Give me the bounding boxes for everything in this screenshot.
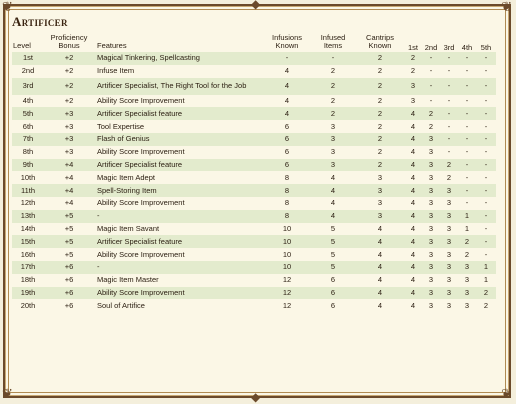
cell-slot-4th: 2 xyxy=(458,235,476,248)
cell-slot-3rd: 2 xyxy=(446,172,452,182)
header-slot-4th: 4th xyxy=(461,43,473,52)
cell-slot-5th: 2 xyxy=(483,300,489,310)
table-row xyxy=(12,133,496,146)
cell-infusions-known: 12 xyxy=(264,287,310,300)
table-row xyxy=(12,95,496,108)
cell-slot-2nd: 3 xyxy=(422,133,440,146)
cell-cantrips-known: 4 xyxy=(377,249,383,259)
cell-proficiency: +4 xyxy=(44,159,94,172)
cell-level: 19th xyxy=(12,287,44,300)
cell-slot-5th: 2 xyxy=(476,287,496,300)
cell-slot-3rd: 3 xyxy=(440,184,458,197)
table-row xyxy=(12,184,496,197)
cell-infusions-known: 8 xyxy=(264,184,310,197)
cell-slot-4th: 1 xyxy=(458,210,476,223)
cell-slot-4th: 3 xyxy=(458,261,476,274)
cell-level: 3rd xyxy=(12,78,44,95)
cell-infusions-known: 12 xyxy=(282,300,292,310)
cell-infused-items: - xyxy=(310,52,356,65)
corner-flourish-icon: ❦ xyxy=(501,0,512,15)
cell-slot-2nd: 3 xyxy=(428,172,434,182)
cell-proficiency: +2 xyxy=(44,78,94,95)
cell-features: Artificer Specialist feature xyxy=(94,107,264,120)
cell-level: 11th xyxy=(12,184,44,197)
cell-slot-1st: 4 xyxy=(410,121,416,131)
cell-slot-3rd: - xyxy=(447,121,451,131)
cell-slot-5th: - xyxy=(484,223,488,233)
header-slot-1st: 1st xyxy=(407,43,418,52)
cell-slot-4th: - xyxy=(458,184,476,197)
cell-infused-items: 3 xyxy=(310,133,356,146)
cell-level: 12th xyxy=(20,198,36,208)
cell-slot-5th: - xyxy=(484,249,488,259)
table-row xyxy=(12,287,496,300)
header-slot-2nd: 2nd xyxy=(424,43,438,52)
cell-slot-5th: - xyxy=(484,147,488,157)
cell-infused-items: 2 xyxy=(310,107,356,120)
cell-infusions-known: 4 xyxy=(284,95,290,105)
cell-slot-1st: 4 xyxy=(404,210,422,223)
header-level: Level xyxy=(13,41,31,50)
cell-features: Ability Score Improvement xyxy=(97,95,185,105)
header-slot-3rd: 3rd xyxy=(443,43,455,52)
cell-slot-3rd: - xyxy=(440,133,458,146)
cell-slot-2nd: 3 xyxy=(428,198,434,208)
cell-slot-3rd: 3 xyxy=(440,287,458,300)
cell-infusions-known: 10 xyxy=(264,261,310,274)
cell-slot-5th: - xyxy=(476,235,496,248)
cell-slot-2nd: 3 xyxy=(422,210,440,223)
header-features: Features xyxy=(97,41,127,50)
header-slot-5th: 5th xyxy=(480,43,492,52)
cell-slot-4th: - xyxy=(458,52,476,65)
cell-level: 5th xyxy=(12,107,44,120)
cell-slot-4th: - xyxy=(465,147,469,157)
cell-proficiency: +6 xyxy=(44,261,94,274)
cell-features: Spell-Storing Item xyxy=(94,184,264,197)
cell-cantrips-known: 4 xyxy=(356,235,404,248)
table-row xyxy=(12,146,496,159)
cell-features: Ability Score Improvement xyxy=(97,147,185,157)
cell-infusions-known: 4 xyxy=(264,107,310,120)
cell-level: 2nd xyxy=(21,66,35,76)
cell-cantrips-known: 2 xyxy=(356,52,404,65)
cell-proficiency: +6 xyxy=(44,287,94,300)
cell-slot-4th: - xyxy=(458,133,476,146)
corner-flourish-icon: ❦ xyxy=(2,0,13,15)
cell-slot-2nd: 3 xyxy=(428,249,434,259)
cell-infusions-known: 8 xyxy=(284,172,290,182)
header-infused-items: Infused Items xyxy=(320,33,346,50)
cell-slot-3rd: 3 xyxy=(446,275,452,285)
cell-slot-4th: 3 xyxy=(464,300,470,310)
cell-slot-3rd: 3 xyxy=(446,300,452,310)
cell-proficiency: +5 xyxy=(64,249,74,259)
cell-slot-3rd: 3 xyxy=(446,223,452,233)
corner-flourish-icon: ❦ xyxy=(2,387,13,402)
cell-proficiency: +3 xyxy=(64,121,74,131)
cell-slot-4th: - xyxy=(458,78,476,95)
cell-infusions-known: 6 xyxy=(284,147,290,157)
cell-infused-items: 6 xyxy=(310,287,356,300)
cell-level: 6th xyxy=(22,121,34,131)
cell-level: 15th xyxy=(12,235,44,248)
cell-infused-items: 4 xyxy=(330,172,336,182)
cell-level: 10th xyxy=(20,172,36,182)
cell-slot-1st: 4 xyxy=(410,275,416,285)
cell-cantrips-known: 4 xyxy=(377,275,383,285)
cell-features: Ability Score Improvement xyxy=(94,287,264,300)
cell-slot-2nd: - xyxy=(429,95,433,105)
cell-proficiency: +6 xyxy=(64,275,74,285)
cell-slot-4th: - xyxy=(465,198,469,208)
cell-slot-3rd: - xyxy=(447,147,451,157)
cell-cantrips-known: 2 xyxy=(356,107,404,120)
cell-slot-1st: 2 xyxy=(404,52,422,65)
cell-slot-5th: - xyxy=(484,95,488,105)
cell-features: Ability Score Improvement xyxy=(97,249,185,259)
cell-slot-1st: 3 xyxy=(410,95,416,105)
cell-features: Magic Item Savant xyxy=(97,223,160,233)
cell-infusions-known: 10 xyxy=(282,249,292,259)
table-row xyxy=(12,248,496,261)
cell-cantrips-known: 4 xyxy=(356,287,404,300)
table-row xyxy=(12,274,496,287)
cell-infused-items: 2 xyxy=(330,66,336,76)
cell-infused-items: 5 xyxy=(330,223,336,233)
cell-cantrips-known: 2 xyxy=(356,133,404,146)
cell-slot-1st: 4 xyxy=(404,184,422,197)
table-row xyxy=(12,107,496,120)
cell-slot-2nd: 3 xyxy=(428,147,434,157)
cell-proficiency: +3 xyxy=(44,107,94,120)
cell-infused-items: 5 xyxy=(310,235,356,248)
cell-infused-items: 5 xyxy=(330,249,336,259)
cell-cantrips-known: 3 xyxy=(356,184,404,197)
cell-cantrips-known: 2 xyxy=(356,159,404,172)
cell-proficiency: +2 xyxy=(64,95,74,105)
cell-infused-items: 2 xyxy=(310,78,356,95)
edge-ornament-icon: ◆ xyxy=(251,0,261,11)
header-infusions-known: Infusions Known xyxy=(271,33,303,50)
cell-infused-items: 3 xyxy=(310,159,356,172)
cell-slot-4th: 1 xyxy=(464,223,470,233)
cell-slot-1st: 4 xyxy=(404,261,422,274)
cell-slot-5th: 1 xyxy=(476,261,496,274)
cell-infused-items: 2 xyxy=(330,95,336,105)
cell-infusions-known: - xyxy=(264,52,310,65)
cell-features: Tool Expertise xyxy=(97,121,145,131)
cell-slot-4th: - xyxy=(465,66,469,76)
table-row xyxy=(12,235,496,248)
cell-slot-1st: 4 xyxy=(404,133,422,146)
cell-features: Magical Tinkering, Spellcasting xyxy=(94,52,264,65)
cell-slot-5th: - xyxy=(484,121,488,131)
cell-slot-2nd: 3 xyxy=(422,261,440,274)
cell-level: 7th xyxy=(12,133,44,146)
cell-features: Flash of Genius xyxy=(94,133,264,146)
edge-ornament-icon: ◆ xyxy=(251,390,261,404)
cell-cantrips-known: 2 xyxy=(377,95,383,105)
cell-proficiency: +5 xyxy=(64,223,74,233)
cell-infusions-known: 6 xyxy=(264,159,310,172)
cell-features: Artificer Specialist feature xyxy=(94,235,264,248)
cell-slot-3rd: 3 xyxy=(446,249,452,259)
cell-cantrips-known: 3 xyxy=(377,198,383,208)
cell-cantrips-known: 4 xyxy=(377,300,383,310)
table-row xyxy=(12,210,496,223)
cell-slot-3rd: 3 xyxy=(440,261,458,274)
cell-features: - xyxy=(94,210,264,223)
cell-level: 13th xyxy=(12,210,44,223)
cell-slot-5th: - xyxy=(484,66,488,76)
cell-features: Soul of Artifice xyxy=(97,300,145,310)
cell-infused-items: 4 xyxy=(310,184,356,197)
cell-level: 20th xyxy=(20,300,36,310)
cell-proficiency: +3 xyxy=(64,147,74,157)
table-header xyxy=(12,33,496,52)
cell-features: - xyxy=(94,261,264,274)
cell-infusions-known: 8 xyxy=(264,210,310,223)
cell-features: Infuse Item xyxy=(97,66,135,76)
cell-slot-3rd: 3 xyxy=(440,235,458,248)
cell-slot-1st: 4 xyxy=(410,147,416,157)
cell-slot-3rd: 2 xyxy=(440,159,458,172)
table-title: Artificer xyxy=(12,14,68,29)
cell-slot-2nd: 2 xyxy=(422,107,440,120)
table-row xyxy=(12,65,496,78)
cell-slot-5th: - xyxy=(484,172,488,182)
table-row xyxy=(12,78,496,95)
cell-infused-items: 4 xyxy=(310,210,356,223)
cell-slot-1st: 2 xyxy=(410,66,416,76)
cell-slot-4th: 2 xyxy=(464,249,470,259)
cell-slot-5th: - xyxy=(476,184,496,197)
cell-slot-1st: 4 xyxy=(410,172,416,182)
cell-slot-3rd: 3 xyxy=(440,210,458,223)
cell-slot-2nd: 3 xyxy=(428,223,434,233)
cell-level: 14th xyxy=(20,223,36,233)
cell-slot-1st: 3 xyxy=(404,78,422,95)
cell-level: 9th xyxy=(12,159,44,172)
cell-slot-2nd: - xyxy=(422,78,440,95)
table-row xyxy=(12,159,496,172)
cell-slot-1st: 4 xyxy=(404,159,422,172)
cell-slot-5th: - xyxy=(476,107,496,120)
table-body xyxy=(12,52,496,312)
cell-slot-4th: 3 xyxy=(458,287,476,300)
cell-features: Artificer Specialist feature xyxy=(94,159,264,172)
cell-slot-4th: - xyxy=(465,121,469,131)
cell-proficiency: +6 xyxy=(64,300,74,310)
cell-proficiency: +2 xyxy=(64,66,74,76)
cell-slot-2nd: - xyxy=(429,66,433,76)
cell-cantrips-known: 2 xyxy=(377,121,383,131)
table-row xyxy=(12,171,496,184)
cell-infusions-known: 10 xyxy=(282,223,292,233)
cell-level: 8th xyxy=(22,147,34,157)
cell-slot-1st: 4 xyxy=(410,223,416,233)
cell-cantrips-known: 4 xyxy=(377,223,383,233)
cell-proficiency: +3 xyxy=(44,133,94,146)
cell-proficiency: +5 xyxy=(44,210,94,223)
cell-slot-1st: 4 xyxy=(410,300,416,310)
cell-proficiency: +5 xyxy=(44,235,94,248)
cell-slot-4th: - xyxy=(465,95,469,105)
cell-slot-5th: 1 xyxy=(483,275,489,285)
cell-slot-2nd: - xyxy=(422,52,440,65)
cell-infused-items: 6 xyxy=(330,300,336,310)
cell-cantrips-known: 2 xyxy=(377,66,383,76)
cell-level: 16th xyxy=(20,249,36,259)
cell-slot-5th: - xyxy=(476,133,496,146)
cell-level: 17th xyxy=(12,261,44,274)
cell-proficiency: +4 xyxy=(44,184,94,197)
cell-cantrips-known: 2 xyxy=(356,78,404,95)
cell-infused-items: 6 xyxy=(330,275,336,285)
cell-features: Magic Item Adept xyxy=(97,172,155,182)
table-row xyxy=(12,223,496,236)
cell-slot-2nd: 3 xyxy=(422,184,440,197)
cell-features: Ability Score Improvement xyxy=(97,198,185,208)
cell-infused-items: 5 xyxy=(310,261,356,274)
cell-slot-3rd: - xyxy=(440,78,458,95)
cell-slot-4th: - xyxy=(458,159,476,172)
cell-slot-1st: 4 xyxy=(404,235,422,248)
header-cantrips-known: Cantrips Known xyxy=(366,33,394,50)
cell-slot-2nd: 3 xyxy=(428,275,434,285)
cell-slot-4th: - xyxy=(458,107,476,120)
cell-cantrips-known: 2 xyxy=(377,147,383,157)
cell-slot-2nd: 3 xyxy=(422,287,440,300)
cell-slot-3rd: - xyxy=(440,107,458,120)
cell-slot-5th: - xyxy=(476,78,496,95)
cell-slot-1st: 4 xyxy=(404,107,422,120)
header-proficiency: Proficiency Bonus xyxy=(50,33,88,50)
cell-cantrips-known: 3 xyxy=(377,172,383,182)
cell-slot-3rd: - xyxy=(440,52,458,65)
cell-infusions-known: 4 xyxy=(264,78,310,95)
cell-level: 4th xyxy=(22,95,34,105)
cell-features: Magic Item Master xyxy=(97,275,159,285)
artificer-table xyxy=(12,33,496,312)
cell-slot-2nd: 2 xyxy=(428,121,434,131)
cell-infusions-known: 12 xyxy=(282,275,292,285)
cell-slot-5th: - xyxy=(476,159,496,172)
cell-slot-1st: 4 xyxy=(410,198,416,208)
table-row xyxy=(12,120,496,133)
cell-slot-2nd: 3 xyxy=(422,159,440,172)
cell-slot-3rd: 3 xyxy=(446,198,452,208)
cell-slot-2nd: 3 xyxy=(422,235,440,248)
cell-slot-5th: - xyxy=(484,198,488,208)
table-row xyxy=(12,197,496,210)
cell-proficiency: +4 xyxy=(64,172,74,182)
table-row xyxy=(12,261,496,274)
cell-slot-1st: 4 xyxy=(410,249,416,259)
table-row xyxy=(12,299,496,312)
cell-cantrips-known: 4 xyxy=(356,261,404,274)
cell-proficiency: +4 xyxy=(64,198,74,208)
cell-infusions-known: 4 xyxy=(284,66,290,76)
cell-infused-items: 3 xyxy=(330,121,336,131)
cell-proficiency: +2 xyxy=(44,52,94,65)
cell-slot-1st: 4 xyxy=(404,287,422,300)
corner-flourish-icon: ❦ xyxy=(501,387,512,402)
cell-slot-2nd: 3 xyxy=(428,300,434,310)
table-row xyxy=(12,52,496,65)
cell-infusions-known: 6 xyxy=(264,133,310,146)
cell-features: Artificer Specialist, The Right Tool for the Job xyxy=(94,78,264,95)
cell-infused-items: 4 xyxy=(330,198,336,208)
cell-infused-items: 3 xyxy=(330,147,336,157)
cell-slot-4th: - xyxy=(465,172,469,182)
cell-infusions-known: 10 xyxy=(264,235,310,248)
cell-level: 1st xyxy=(12,52,44,65)
cell-slot-3rd: - xyxy=(447,66,451,76)
cell-slot-4th: 3 xyxy=(464,275,470,285)
cell-infusions-known: 6 xyxy=(284,121,290,131)
cell-infusions-known: 8 xyxy=(284,198,290,208)
cell-slot-5th: - xyxy=(476,52,496,65)
cell-cantrips-known: 3 xyxy=(356,210,404,223)
cell-slot-5th: - xyxy=(476,210,496,223)
cell-level: 18th xyxy=(20,275,36,285)
cell-slot-3rd: - xyxy=(447,95,451,105)
